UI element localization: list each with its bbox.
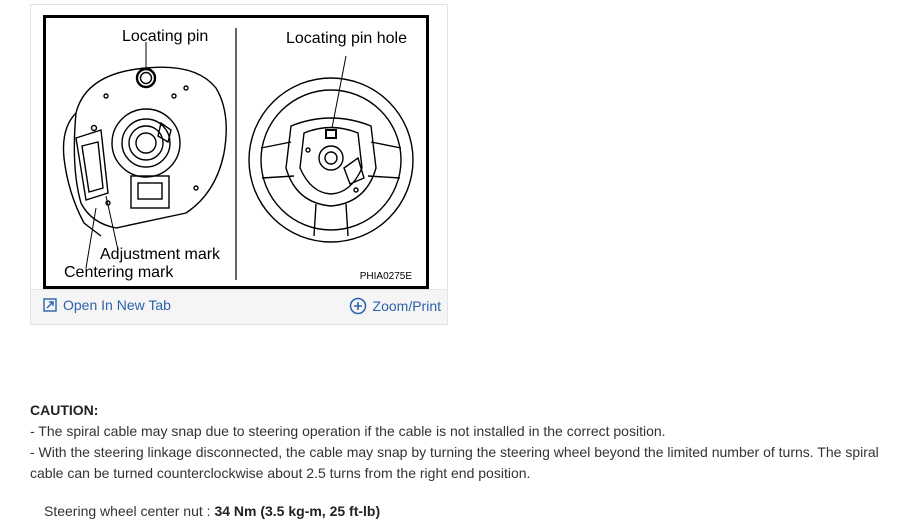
- figure-code: PHIA0275E: [359, 271, 412, 282]
- caution-item: - The spiral cable may snap due to steering operation if the cable is not installed in the correct position.: [30, 423, 666, 439]
- zoom-print-link[interactable]: [349, 297, 441, 315]
- label-locating-pin: Locating pin: [122, 28, 209, 45]
- open-new-tab-label: Open In New Tab: [63, 297, 171, 313]
- label-adjustment-mark: Adjustment mark: [100, 246, 221, 263]
- leader-line-right: [332, 56, 346, 128]
- caution-item: - With the steering linkage disconnected, the cable may snap by turning the steering wheel beyond the limited number of turns. The spiral cable can be turned counterclockwise about 2.5 turns from the right end position.: [30, 444, 879, 481]
- caution-title: CAUTION:: [30, 402, 99, 418]
- label-locating-pin-hole: Locating pin hole: [286, 30, 407, 47]
- caution-section: [30, 400, 910, 484]
- torque-spec: [44, 503, 380, 519]
- open-new-tab-icon: [43, 298, 57, 312]
- steering-wheel: [249, 78, 413, 242]
- zoom-plus-icon: [349, 297, 367, 315]
- spiral-cable-diagram: [43, 15, 429, 289]
- open-new-tab-link[interactable]: [43, 297, 171, 313]
- torque-value: 34 Nm (3.5 kg-m, 25 ft-lb): [214, 503, 381, 519]
- zoom-print-label: Zoom/Print: [372, 298, 441, 314]
- torque-label: Steering wheel center nut :: [44, 503, 215, 519]
- spiral-cable-assembly: [64, 67, 227, 236]
- figure-card: [30, 4, 448, 325]
- figure-footer: [31, 289, 447, 324]
- label-centering-mark: Centering mark: [64, 264, 174, 281]
